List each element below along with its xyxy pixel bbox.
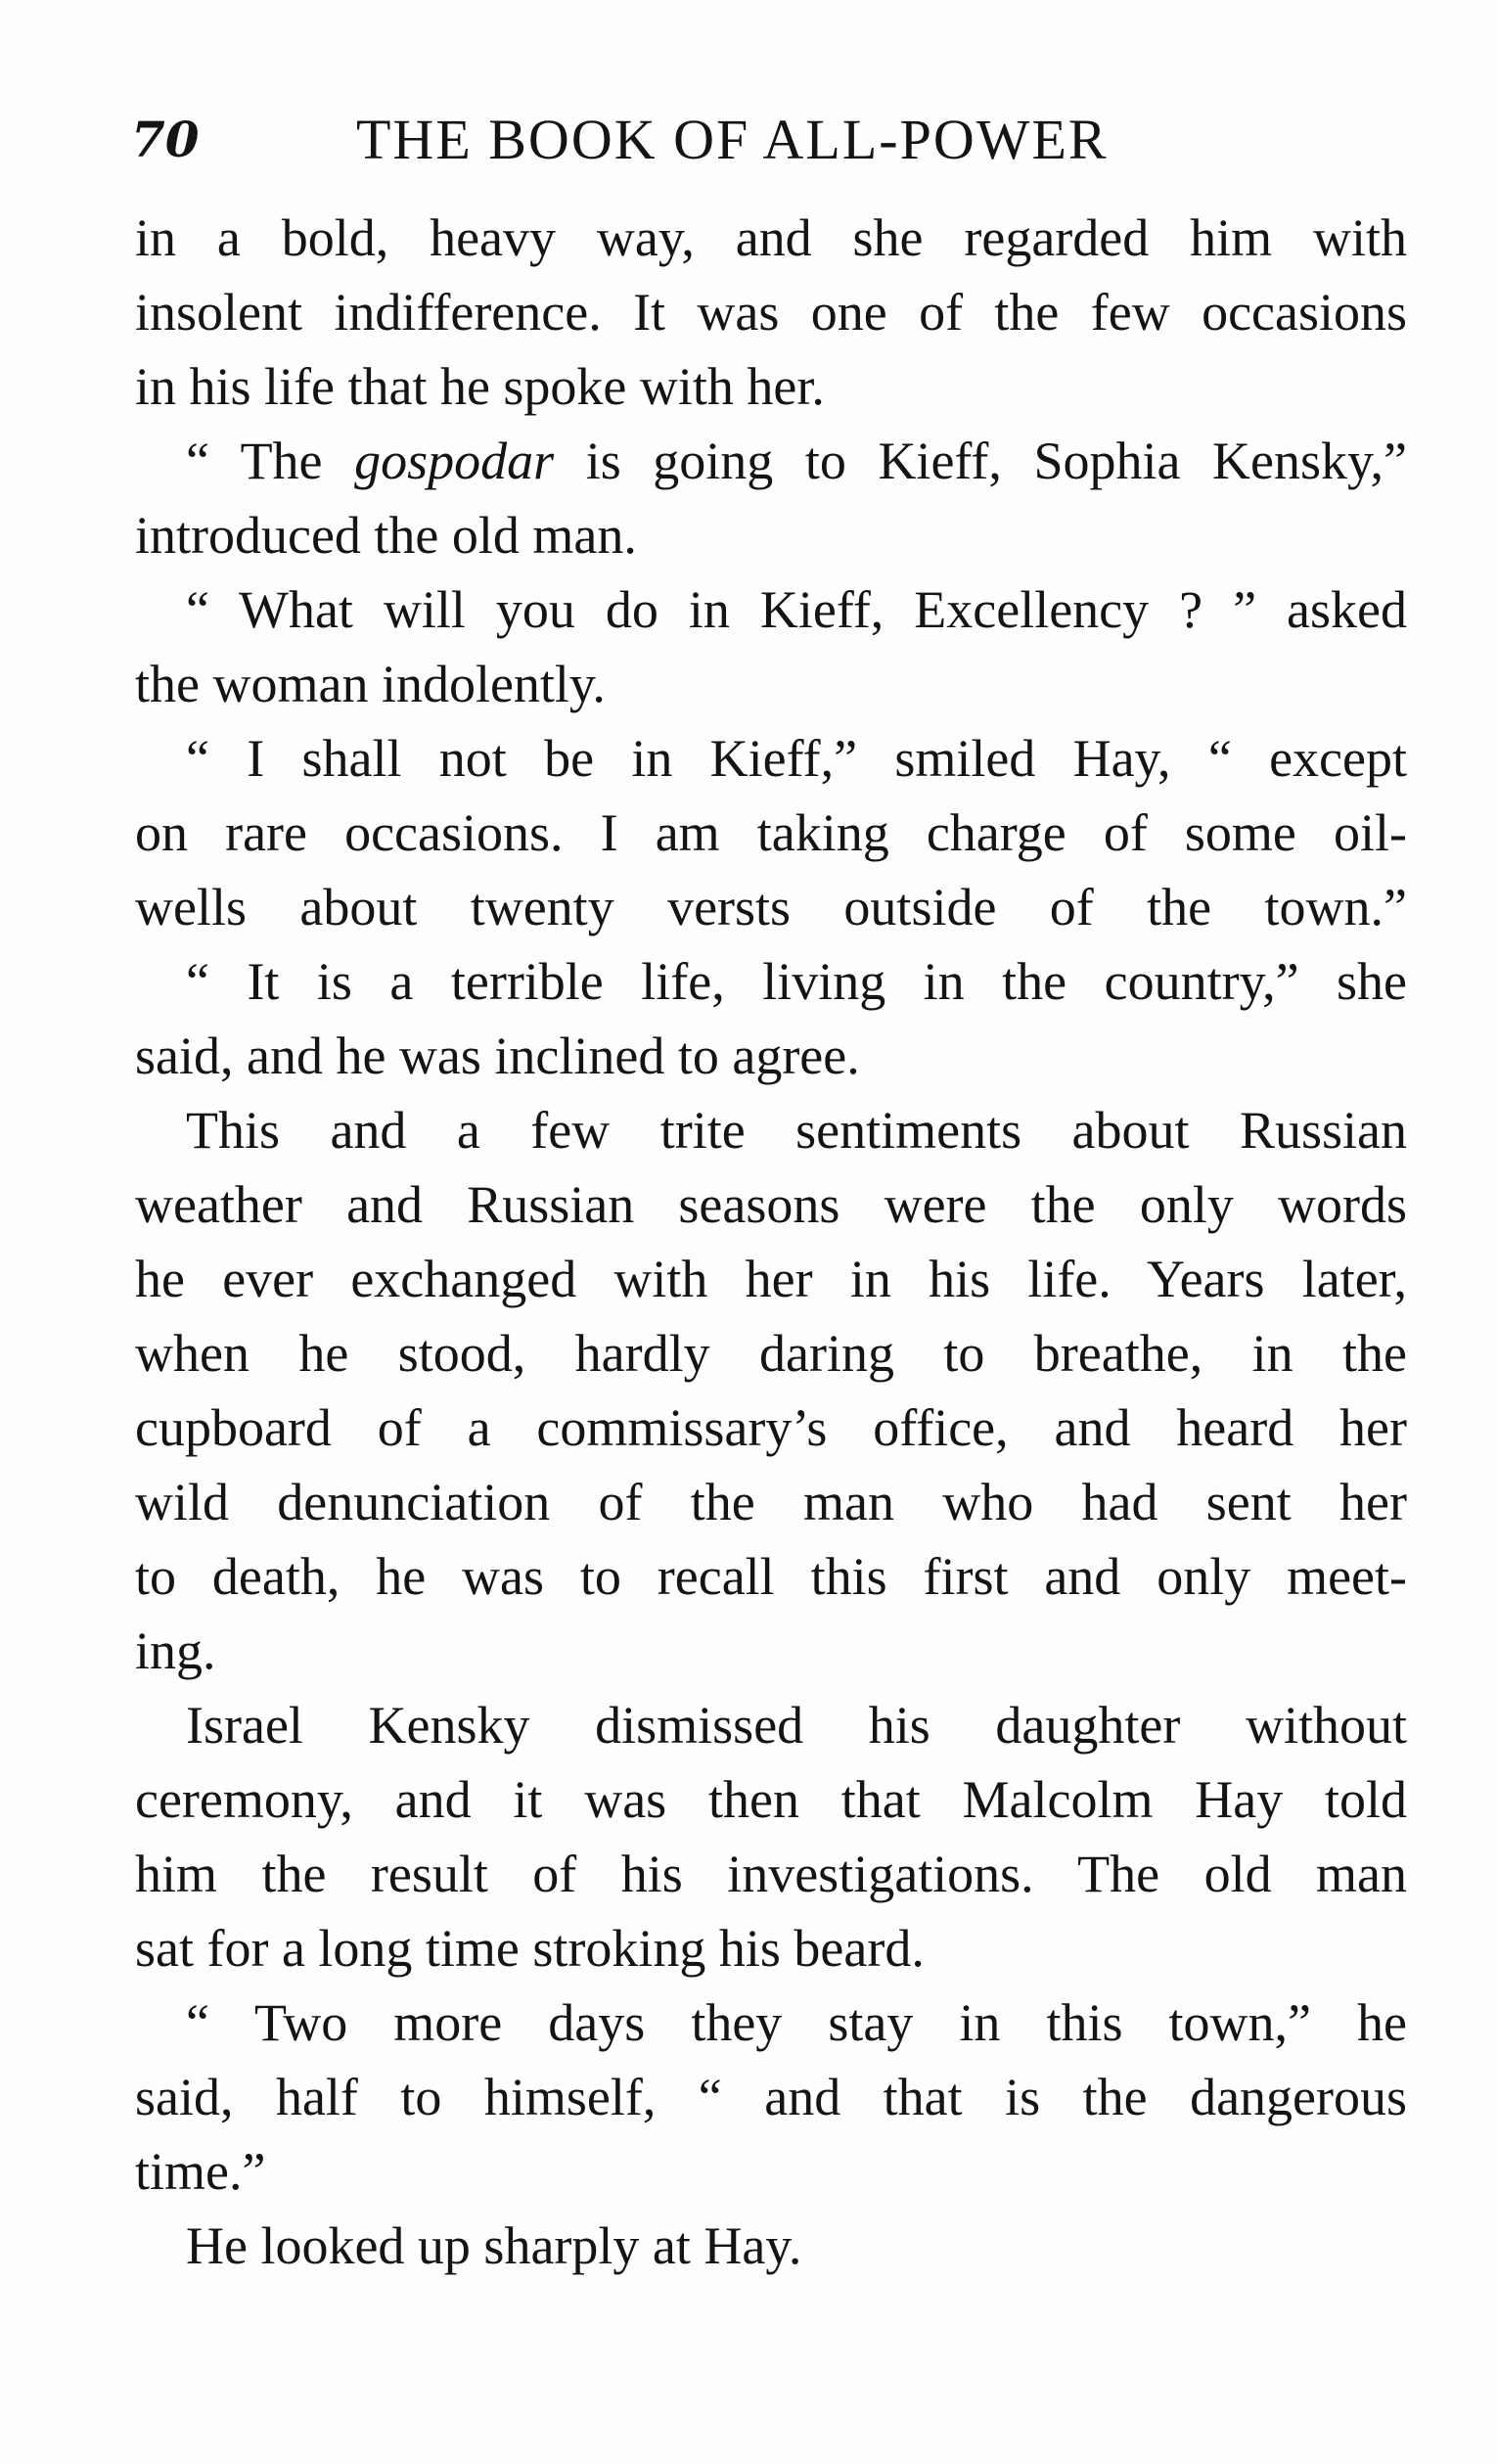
text-run: sat for a long time stroking his beard. xyxy=(135,1919,925,1978)
text-line xyxy=(135,1093,1407,1167)
text-run: time.” xyxy=(135,2142,266,2201)
text-line xyxy=(135,1762,1407,1837)
text-line xyxy=(135,1985,1407,2060)
text-run: he ever exchanged with her in his life. Years later, xyxy=(135,1250,1407,1308)
text-run: Israel Kensky dismissed his daughter without xyxy=(186,1696,1407,1755)
text-run: in his life that he spoke with her. xyxy=(135,357,825,416)
text-line xyxy=(135,349,1407,424)
text-line xyxy=(135,1837,1407,1911)
text-line xyxy=(135,201,1407,275)
text-line xyxy=(135,721,1407,796)
text-run: weather and Russian seasons were the only words xyxy=(135,1175,1407,1234)
text-line xyxy=(135,1539,1407,1614)
text-line xyxy=(135,1019,1407,1093)
text-run: “ Two more days they stay in this town,” he xyxy=(186,1993,1407,2052)
text-line xyxy=(135,572,1407,647)
text-line xyxy=(135,2209,1407,2283)
text-line xyxy=(135,796,1407,870)
text-run: “ What will you do in Kieff, Excellency ? ” asked xyxy=(186,580,1407,639)
text-run: him the result of his investigations. The old man xyxy=(135,1845,1407,1903)
italic-word: gospodar xyxy=(354,432,555,490)
text-line xyxy=(135,1911,1407,1985)
text-line xyxy=(135,870,1407,944)
text-run: to death, he was to recall this first and only meet- xyxy=(135,1547,1407,1606)
text-line xyxy=(135,944,1407,1019)
text-line xyxy=(135,1465,1407,1539)
text-run: This and a few trite sentiments about Russian xyxy=(186,1101,1407,1160)
text-run: ing. xyxy=(135,1621,216,1680)
text-line xyxy=(135,1316,1407,1391)
page-number: 70 xyxy=(131,111,200,168)
text-run: ceremony, and it was then that Malcolm Hay told xyxy=(135,1770,1407,1829)
running-head: THE BOOK OF ALL-POWER xyxy=(356,108,1109,171)
text-line xyxy=(135,2134,1407,2209)
text-run: the woman indolently. xyxy=(135,655,606,713)
text-run: insolent indifference. It was one of the few occasions xyxy=(135,283,1407,342)
text-run: wild denunciation of the man who had sent her xyxy=(135,1473,1407,1531)
text-line xyxy=(135,2060,1407,2134)
text-run: said, and he was inclined to agree. xyxy=(135,1027,860,1085)
text-run: is going to Kieff, Sophia Kensky,” xyxy=(554,432,1407,490)
text-line xyxy=(135,1391,1407,1465)
text-line xyxy=(135,498,1407,572)
page-header xyxy=(127,106,1399,174)
text-run: introduced the old man. xyxy=(135,506,637,565)
text-run: on rare occasions. I am taking charge of some oil- xyxy=(135,803,1407,862)
text-run: “ I shall not be in Kieff,” smiled Hay, “ except xyxy=(186,729,1407,788)
text-line xyxy=(135,424,1407,498)
text-run: wells about twenty versts outside of the town.” xyxy=(135,878,1407,936)
text-line xyxy=(135,1167,1407,1242)
text-line xyxy=(135,1242,1407,1316)
text-run: cupboard of a commissary’s office, and heard her xyxy=(135,1398,1407,1457)
text-run: said, half to himself, “ and that is the dangerous xyxy=(135,2068,1407,2126)
text-run: He looked up sharply at Hay. xyxy=(186,2216,802,2275)
text-run: in a bold, heavy way, and she regarded him with xyxy=(135,208,1407,267)
text-line xyxy=(135,275,1407,349)
text-line xyxy=(135,1614,1407,1688)
text-run: when he stood, hardly daring to breathe, in the xyxy=(135,1324,1407,1383)
text-run: “ It is a terrible life, living in the country,” she xyxy=(186,952,1407,1011)
text-run: “ The xyxy=(186,432,355,490)
text-line xyxy=(135,1688,1407,1762)
text-line xyxy=(135,647,1407,721)
